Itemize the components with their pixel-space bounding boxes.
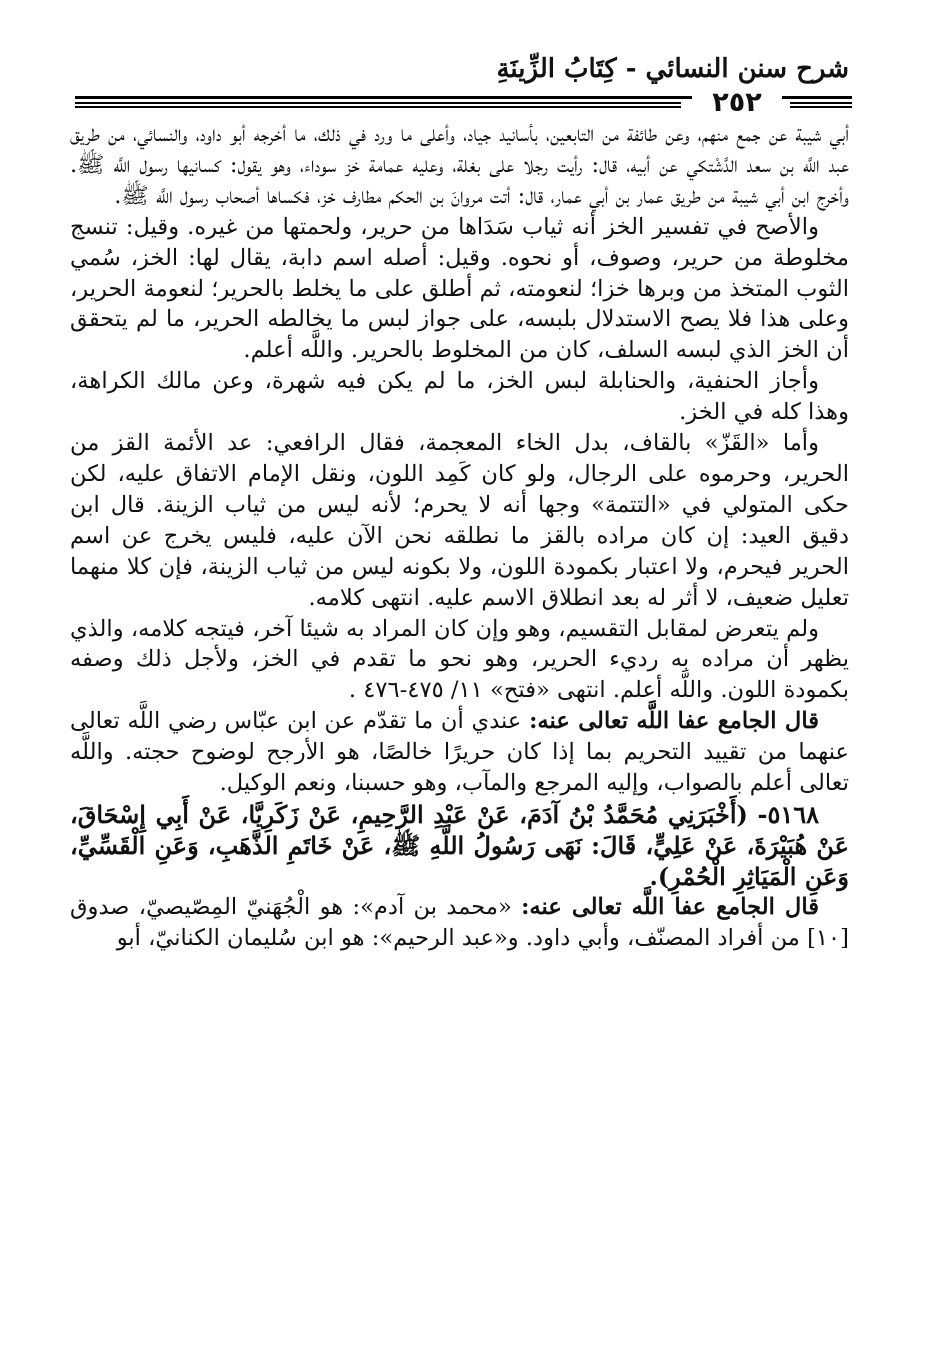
hadith-text: ٥١٦٨- (أَخْبَرَنِي مُحَمَّدُ بْنُ آدَمَ، عَنْ عَبْدِ الرَّحِيمِ، عَنْ زَكَرِيَّا، عَنْ أَبِي إِسْحَاقَ، عَنْ هُبَيْرَةَ، عَنْ عَلِيٍّ، قَالَ: نَهَى رَسُولُ اللَّهِ ﷺ، عَنْ خَاتَمِ الذَّهَبِ، وَعَنِ الْقَسِّيِّ، وَعَنِ الْمَيَاثِرِ الْحُمْرِ). bbox=[70, 799, 850, 891]
paragraph-text: وأما «القَزّ» بالقاف، بدل الخاء المعجمة، فقال الرافعي: عد الأئمة القز من الحرير، وحرموه على الرجال، ولو كان كَمِد اللون، ونقل الإمام الاتفاق عليه، لكن حكى المتولي في «التتمة» وجها أنه لا يحرم؛ لأنه ليس من ثياب الزينة. قال ابن دقيق العيد: إن كان مراده بالقز ما نطلقه نحن الآن عليه، فليس يخرج عن اسم الحرير فيحرم، ولا اعتبار بكمودة اللون، ولا بكونه ليس من ثياب الزينة، فإن كلا منهما تعليل ضعيف، لا أثر له بعد انطلاق الاسم عليه. انتهى كلامه. bbox=[70, 430, 849, 611]
paragraph bbox=[70, 706, 849, 799]
paragraph-text: أبي شيبة عن جمع منهم، وعن طائفة من التابعين، بأسانيد جياد، وأعلى ما ورد في ذلك، ما أخرجه أبو داود، والنسائي، من طريق عبد اللَّه بن سعد الدَّشْتكي عن أبيه، قال: رأيت رجلا على بغلة، وعليه عمامة خز سوداء، وهو يقول: كسانيها رسول اللَّه ﷺ. وأخرج ابن أبي شيبة من طريق عمار بن أبي عمار، قال: أتت مروانَ بن الحكم مطارف خز، فكساها أصحاب رسول اللَّه ﷺ. bbox=[70, 121, 849, 209]
running-title: شرح سنن النسائي - كِتَابُ الزِّينَةِ bbox=[496, 54, 849, 84]
paragraph-lead: قال الجامع عفا اللَّه تعالى عنه: bbox=[521, 893, 820, 920]
paragraph-text: وأجاز الحنفية، والحنابلة لبس الخز، ما لم يكن فيه شهرة، وعن مالك الكراهة، وهذا كله في الخز. bbox=[70, 368, 849, 426]
paragraph bbox=[70, 366, 849, 428]
header-double-rule-left bbox=[75, 102, 681, 108]
paragraph-text: «محمد بن آدم»: هو الْجُهَنيّ المِصّيصيّ، صدوق [١٠] من أفراد المصنّف، وأبي داود. و«عبد الرحيم»: هو ابن سُليمان الكنانيّ، أبو bbox=[70, 893, 849, 951]
paragraph-text: عندي أن ما تقدّم عن ابن عبّاس رضي اللَّه تعالى عنهما من تقييد التحريم بما إذا كان حريرًا خالصًا، هو الأرجح لوضوح حجته. واللَّه تعالى أعلم بالصواب، وإليه المرجع والمآب، وهو حسبنا، ونعم الوكيل. bbox=[70, 708, 849, 797]
paragraph-lead: قال الجامع عفا اللَّه تعالى عنه: bbox=[529, 708, 820, 735]
paragraph bbox=[70, 212, 849, 367]
body-text bbox=[70, 119, 849, 954]
paragraph bbox=[70, 428, 849, 613]
paragraph bbox=[70, 614, 849, 707]
header-double-rule-right bbox=[790, 102, 852, 108]
page-number: ٢٥٢ bbox=[692, 85, 782, 121]
paragraph-text: والأصح في تفسير الخز أنه ثياب سَدَاها من حرير، ولحمتها من غيره. وقيل: تنسج مخلوطة من حرير، وصوف، أو نحوه. وقيل: أصله اسم دابة، يقال لها: الخز، سُمي الثوب المتخذ من وبرها خزا؛ لنعومته، ثم أطلق على ما يخلط بالحرير؛ لنعومة الحرير، وعلى هذا فلا يصح الاستدلال بلبسه، على جواز لبس ما يخالطه الحرير، ما لم يتحقق أن الخز الذي لبسه السلف، كان من المخلوط بالحرير. واللَّه أعلم. bbox=[70, 213, 849, 364]
paragraph bbox=[70, 892, 849, 954]
paragraph-text: ولم يتعرض لمقابل التقسيم، وهو وإن كان المراد به شيئا آخر، فيتجه كلامه، والذي يظهر أن مراده به رديء الحرير، وهو نحو ما تقدم في الخز، ولأجل ذلك وصفه بكمودة اللون. واللَّه أعلم. انتهى «فتح» ١١/ ٤٧٥-٤٧٦ . bbox=[70, 615, 849, 704]
paragraph bbox=[70, 119, 849, 212]
